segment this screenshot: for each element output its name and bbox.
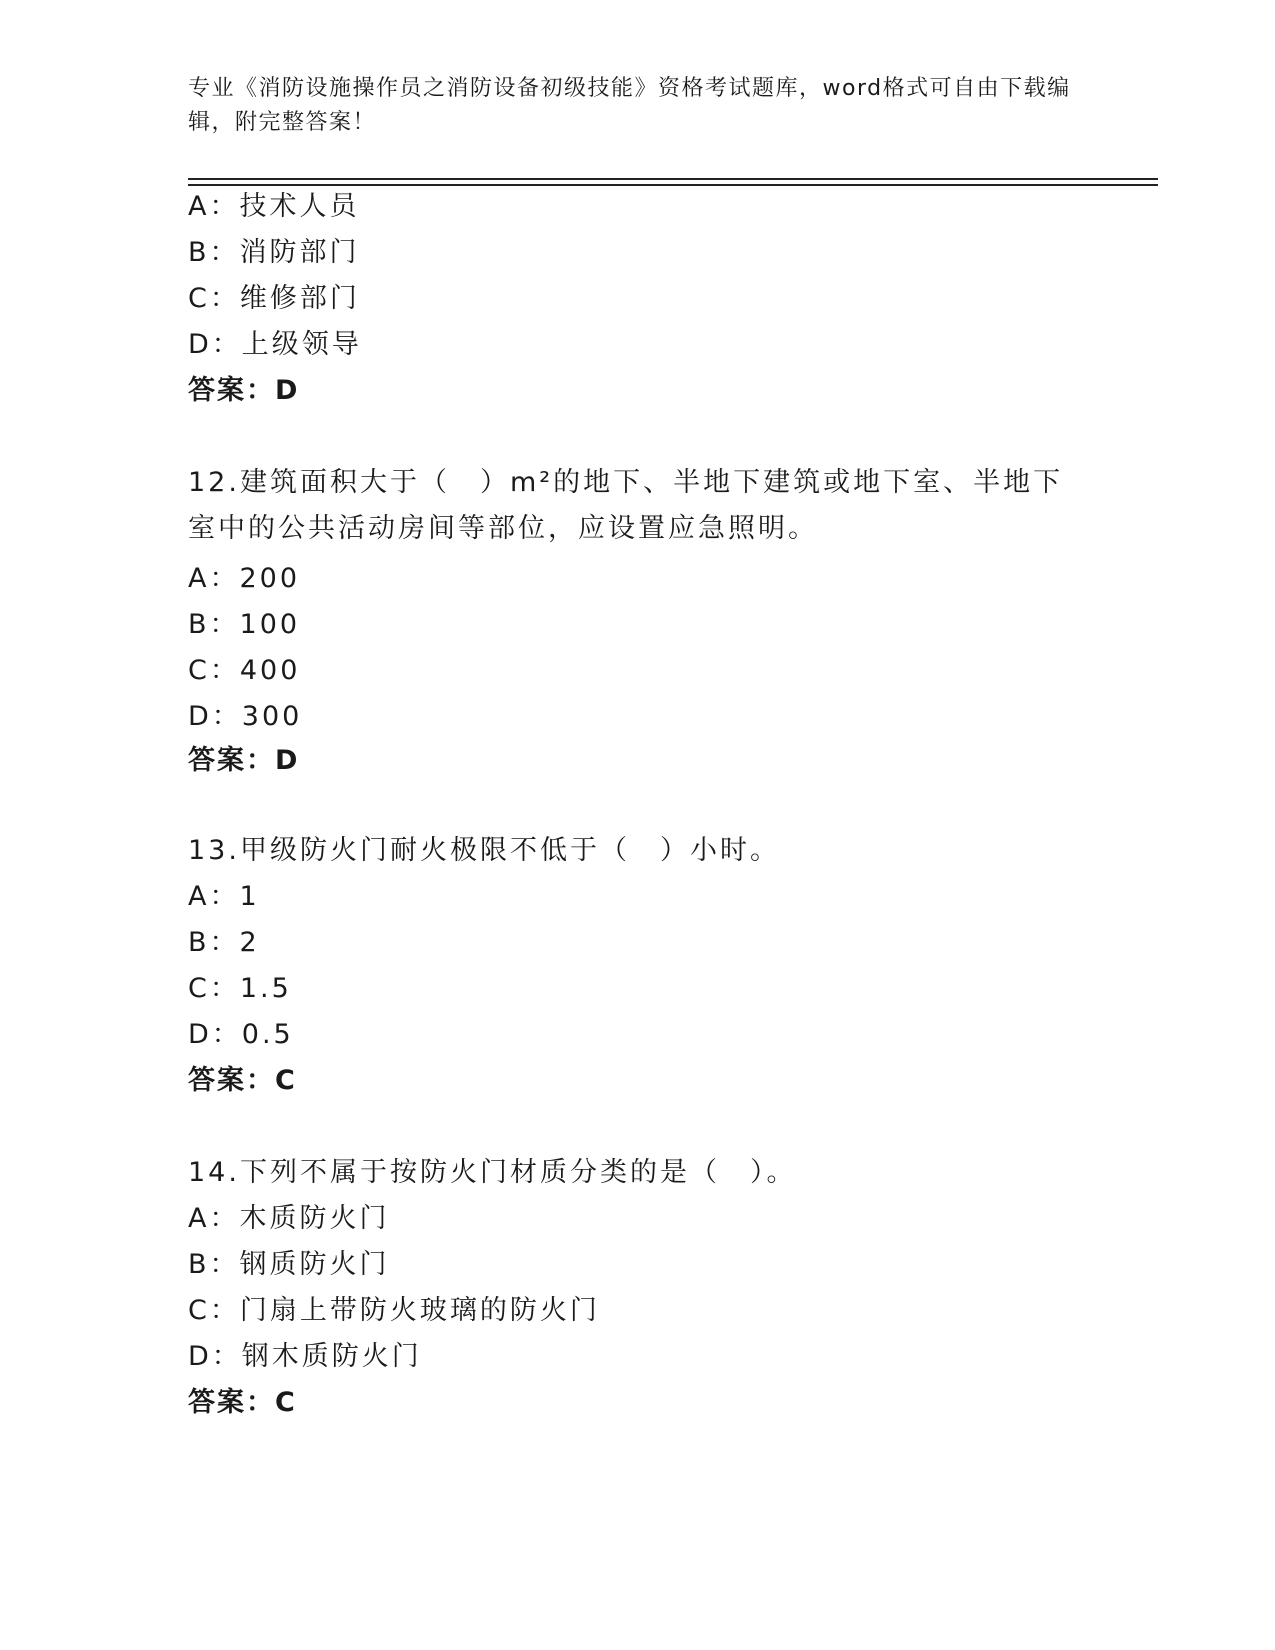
q13-option-c: C：1.5 bbox=[188, 973, 292, 1004]
header-divider-top bbox=[188, 178, 1158, 180]
q14-option-c: C：门扇上带防火玻璃的防火门 bbox=[188, 1295, 600, 1326]
q14-option-a: A：木质防火门 bbox=[188, 1203, 390, 1234]
q14-option-d: D：钢木质防火门 bbox=[188, 1341, 422, 1372]
q12-option-c: C：400 bbox=[188, 655, 301, 686]
prev-option-d: D：上级领导 bbox=[188, 329, 362, 360]
q12-stem: 12.建筑面积大于（ ）m²的地下、半地下建筑或地下室、半地下室中的公共活动房间等部位，应设置应急照明。 bbox=[188, 467, 1064, 544]
prev-option-c: C：维修部门 bbox=[188, 283, 360, 314]
q13-option-d: D：0.5 bbox=[188, 1019, 294, 1050]
q12-option-a: A：200 bbox=[188, 563, 301, 594]
q13-answer: 答案：C bbox=[188, 1065, 297, 1096]
q12-answer: 答案：D bbox=[188, 745, 300, 776]
q14-answer: 答案：C bbox=[188, 1387, 297, 1418]
q13-stem: 13.甲级防火门耐火极限不低于（ ）小时。 bbox=[188, 835, 780, 866]
q14-stem: 14.下列不属于按防火门材质分类的是（ ）。 bbox=[188, 1157, 797, 1188]
prev-option-a: A：技术人员 bbox=[188, 191, 360, 222]
document-header: 专业《消防设施操作员之消防设备初级技能》资格考试题库，word格式可自由下载编辑，附完整答案！ bbox=[188, 76, 1071, 135]
q12-option-d: D：300 bbox=[188, 701, 303, 732]
prev-answer: 答案：D bbox=[188, 375, 300, 406]
q13-option-b: B：2 bbox=[188, 927, 260, 958]
q14-option-b: B：钢质防火门 bbox=[188, 1249, 390, 1280]
q13-option-a: A：1 bbox=[188, 881, 260, 912]
q12-option-b: B：100 bbox=[188, 609, 301, 640]
prev-option-b: B：消防部门 bbox=[188, 237, 360, 268]
header-divider-bottom bbox=[188, 184, 1158, 186]
